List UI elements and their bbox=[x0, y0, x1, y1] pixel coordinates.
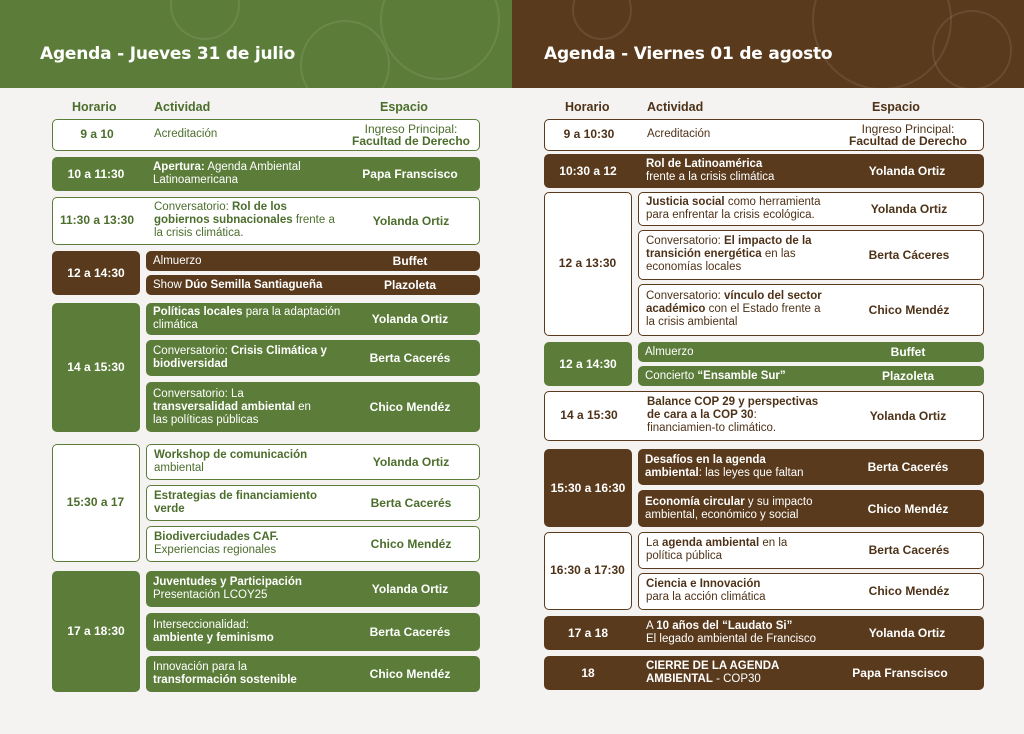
time-block bbox=[52, 251, 140, 295]
venue-label: Ingreso Principal: Facultad de Derecho bbox=[848, 121, 968, 148]
venue-label: Berta Cáceres bbox=[868, 247, 950, 262]
leaf-decoration bbox=[572, 0, 632, 40]
activity-text: Biodiverciudades CAF. Experiencias regionales bbox=[154, 530, 279, 556]
schedule-item bbox=[146, 656, 480, 692]
activity-text: Conversatorio: La transversalidad ambiental en las políticas públicas bbox=[153, 387, 311, 426]
venue-label: Yolanda Ortiz bbox=[868, 626, 946, 640]
time-label: 17 a 18 bbox=[567, 625, 609, 640]
leaf-decoration bbox=[932, 10, 1012, 88]
venue-label: Yolanda Ortiz bbox=[371, 312, 449, 326]
header-friday bbox=[512, 0, 1024, 88]
activity-text: Show Dúo Semilla Santiagueña bbox=[153, 278, 323, 291]
venue-label: Berta Cacerés bbox=[370, 495, 452, 510]
venue-label: Chico Mendéz bbox=[868, 584, 950, 598]
schedule-item bbox=[146, 275, 480, 295]
col-espacio: Espacio bbox=[380, 100, 428, 114]
time-label: 9 a 10 bbox=[80, 127, 114, 141]
schedule-item bbox=[638, 490, 984, 527]
schedule-row bbox=[544, 119, 984, 151]
venue-label: Berta Cacerés bbox=[867, 460, 949, 474]
venue-label: Yolanda Ortiz bbox=[372, 213, 450, 228]
time-label: 10 a 11:30 bbox=[67, 166, 125, 181]
schedule-item bbox=[146, 571, 480, 607]
col-horario: Horario bbox=[72, 100, 117, 114]
activity-text: Economía circular y su impacto ambiental, económico y social bbox=[645, 495, 813, 521]
schedule-item bbox=[638, 449, 984, 485]
venue-label: Chico Mendéz bbox=[369, 667, 451, 681]
activity-text: Acreditación bbox=[647, 128, 711, 140]
schedule-row bbox=[52, 119, 480, 151]
venue-label: Papa Franscisco bbox=[362, 167, 458, 181]
venue-label: Papa Franscisco bbox=[852, 666, 948, 680]
activity-text: Conversatorio: El impacto de la transición energética en las economías locales bbox=[646, 235, 812, 273]
venue-label: Berta Cacerés bbox=[369, 351, 451, 365]
schedule-item bbox=[146, 444, 480, 480]
activity-text: Balance COP 29 y perspectivas de cara a la COP 30: financiamien-to climático. bbox=[647, 396, 819, 434]
schedule-item bbox=[638, 573, 984, 610]
schedule-item bbox=[638, 366, 984, 386]
venue-label: Yolanda Ortiz bbox=[371, 582, 449, 596]
col-espacio: Espacio bbox=[872, 100, 920, 114]
schedule-item bbox=[146, 340, 480, 376]
activity-text: Políticas locales para la adaptación climática bbox=[153, 306, 341, 331]
activity-text: Rol de Latinoamérica frente a la crisis climática bbox=[646, 158, 775, 183]
header-thursday bbox=[0, 0, 512, 88]
time-label: 15:30 a 17 bbox=[66, 495, 125, 509]
venue-label: Chico Mendéz bbox=[867, 501, 949, 516]
time-label: 9 a 10:30 bbox=[563, 127, 615, 141]
time-block bbox=[52, 444, 140, 562]
activity-text: Ciencia e Innovación para la acción climática bbox=[646, 578, 766, 603]
venue-label: Chico Mendéz bbox=[369, 400, 451, 414]
activity-text: Juventudes y Participación Presentación LCOY25 bbox=[153, 576, 302, 601]
schedule-item bbox=[146, 251, 480, 271]
schedule-row bbox=[544, 616, 984, 650]
time-label: 12 a 13:30 bbox=[558, 256, 617, 270]
schedule-item bbox=[146, 526, 480, 562]
activity-text: Workshop de comunicación ambiental bbox=[154, 448, 308, 474]
activity-text: La agenda ambiental en la política pública bbox=[646, 537, 788, 562]
time-block bbox=[52, 303, 140, 432]
schedule-row bbox=[52, 197, 480, 245]
activity-text: Estrategias de financiamiento verde bbox=[154, 489, 317, 515]
activity-text: A 10 años del “Laudato Si” El legado ambiental de Francisco bbox=[646, 620, 817, 645]
activity-text: Desafíos en la agenda ambiental: las leyes que faltan bbox=[645, 454, 804, 479]
time-block bbox=[52, 571, 140, 692]
venue-label: Ingreso Principal: Facultad de Derecho bbox=[351, 121, 471, 148]
schedule-row bbox=[544, 656, 984, 690]
schedule-row bbox=[544, 154, 984, 188]
activity-text: Almuerzo bbox=[645, 345, 694, 358]
schedule-row bbox=[544, 391, 984, 441]
schedule-item bbox=[638, 532, 984, 569]
activity-text: CIERRE DE LA AGENDA AMBIENTAL - COP30 bbox=[646, 660, 779, 685]
col-actividad: Actividad bbox=[647, 100, 704, 114]
activity-text: Interseccionalidad: ambiente y feminismo bbox=[153, 619, 274, 644]
time-label: 11:30 a 13:30 bbox=[59, 213, 135, 227]
activity-text: Conversatorio: vínculo del sector académico con el Estado frente a la crisis ambiental bbox=[646, 290, 822, 328]
time-label: 16:30 a 17:30 bbox=[550, 563, 625, 577]
time-block bbox=[544, 532, 632, 610]
activity-text: Apertura: Agenda Ambiental Latinoamericana bbox=[153, 161, 301, 186]
venue-label: Yolanda Ortiz bbox=[869, 408, 947, 423]
schedule-item bbox=[146, 485, 480, 521]
leaf-decoration bbox=[380, 0, 500, 80]
time-label: 14 a 15:30 bbox=[67, 360, 125, 374]
schedule-item bbox=[638, 284, 984, 336]
col-horario: Horario bbox=[565, 100, 610, 114]
venue-label: Buffet bbox=[890, 345, 926, 359]
activity-text: Conversatorio: Crisis Climática y biodiversidad bbox=[153, 345, 327, 370]
schedule-item bbox=[638, 342, 984, 362]
time-label: 18 bbox=[581, 665, 595, 680]
venue-label: Yolanda Ortiz bbox=[868, 164, 946, 178]
col-actividad: Actividad bbox=[154, 100, 211, 114]
time-label: 15:30 a 16:30 bbox=[550, 480, 626, 495]
leaf-decoration bbox=[300, 20, 390, 88]
schedule-row bbox=[52, 157, 480, 191]
venue-label: Plazoleta bbox=[383, 278, 437, 292]
schedule-item bbox=[638, 192, 984, 226]
activity-text: Almuerzo bbox=[153, 254, 202, 267]
venue-label: Chico Mendéz bbox=[370, 536, 452, 551]
venue-label: Yolanda Ortiz bbox=[870, 201, 948, 216]
schedule-item bbox=[146, 303, 480, 335]
activity-text: Acreditación bbox=[154, 128, 218, 140]
venue-label: Berta Cacerés bbox=[369, 625, 451, 639]
time-label: 12 a 14:30 bbox=[559, 356, 617, 371]
venue-label: Chico Mendéz bbox=[868, 302, 950, 317]
activity-text: Conversatorio: Rol de los gobiernos subnacionales frente a la crisis climática. bbox=[154, 201, 335, 239]
schedule-item bbox=[638, 230, 984, 280]
schedule-item bbox=[146, 382, 480, 432]
schedule-item bbox=[146, 613, 480, 651]
time-label: 17 a 18:30 bbox=[67, 624, 125, 638]
time-label: 12 a 14:30 bbox=[67, 265, 125, 280]
time-block bbox=[544, 192, 632, 336]
time-label: 10:30 a 12 bbox=[559, 163, 617, 178]
time-block bbox=[544, 342, 632, 386]
activity-text: Concierto “Ensamble Sur” bbox=[645, 369, 786, 382]
time-block bbox=[544, 449, 632, 527]
page-title: Agenda - Jueves 31 de julio bbox=[40, 44, 296, 64]
page-title: Agenda - Viernes 01 de agosto bbox=[544, 44, 833, 64]
activity-text: Justicia social como herramienta para enfrentar la crisis ecológica. bbox=[646, 195, 821, 221]
venue-label: Buffet bbox=[392, 254, 428, 268]
time-label: 14 a 15:30 bbox=[560, 408, 618, 422]
venue-label: Yolanda Ortiz bbox=[372, 454, 450, 469]
page-friday bbox=[512, 0, 1024, 734]
leaf-decoration bbox=[812, 0, 952, 88]
activity-text: Innovación para la transformación sostenible bbox=[153, 661, 297, 686]
venue-label: Plazoleta bbox=[881, 369, 935, 383]
leaf-decoration bbox=[170, 0, 240, 40]
venue-label: Berta Cacerés bbox=[868, 543, 950, 557]
